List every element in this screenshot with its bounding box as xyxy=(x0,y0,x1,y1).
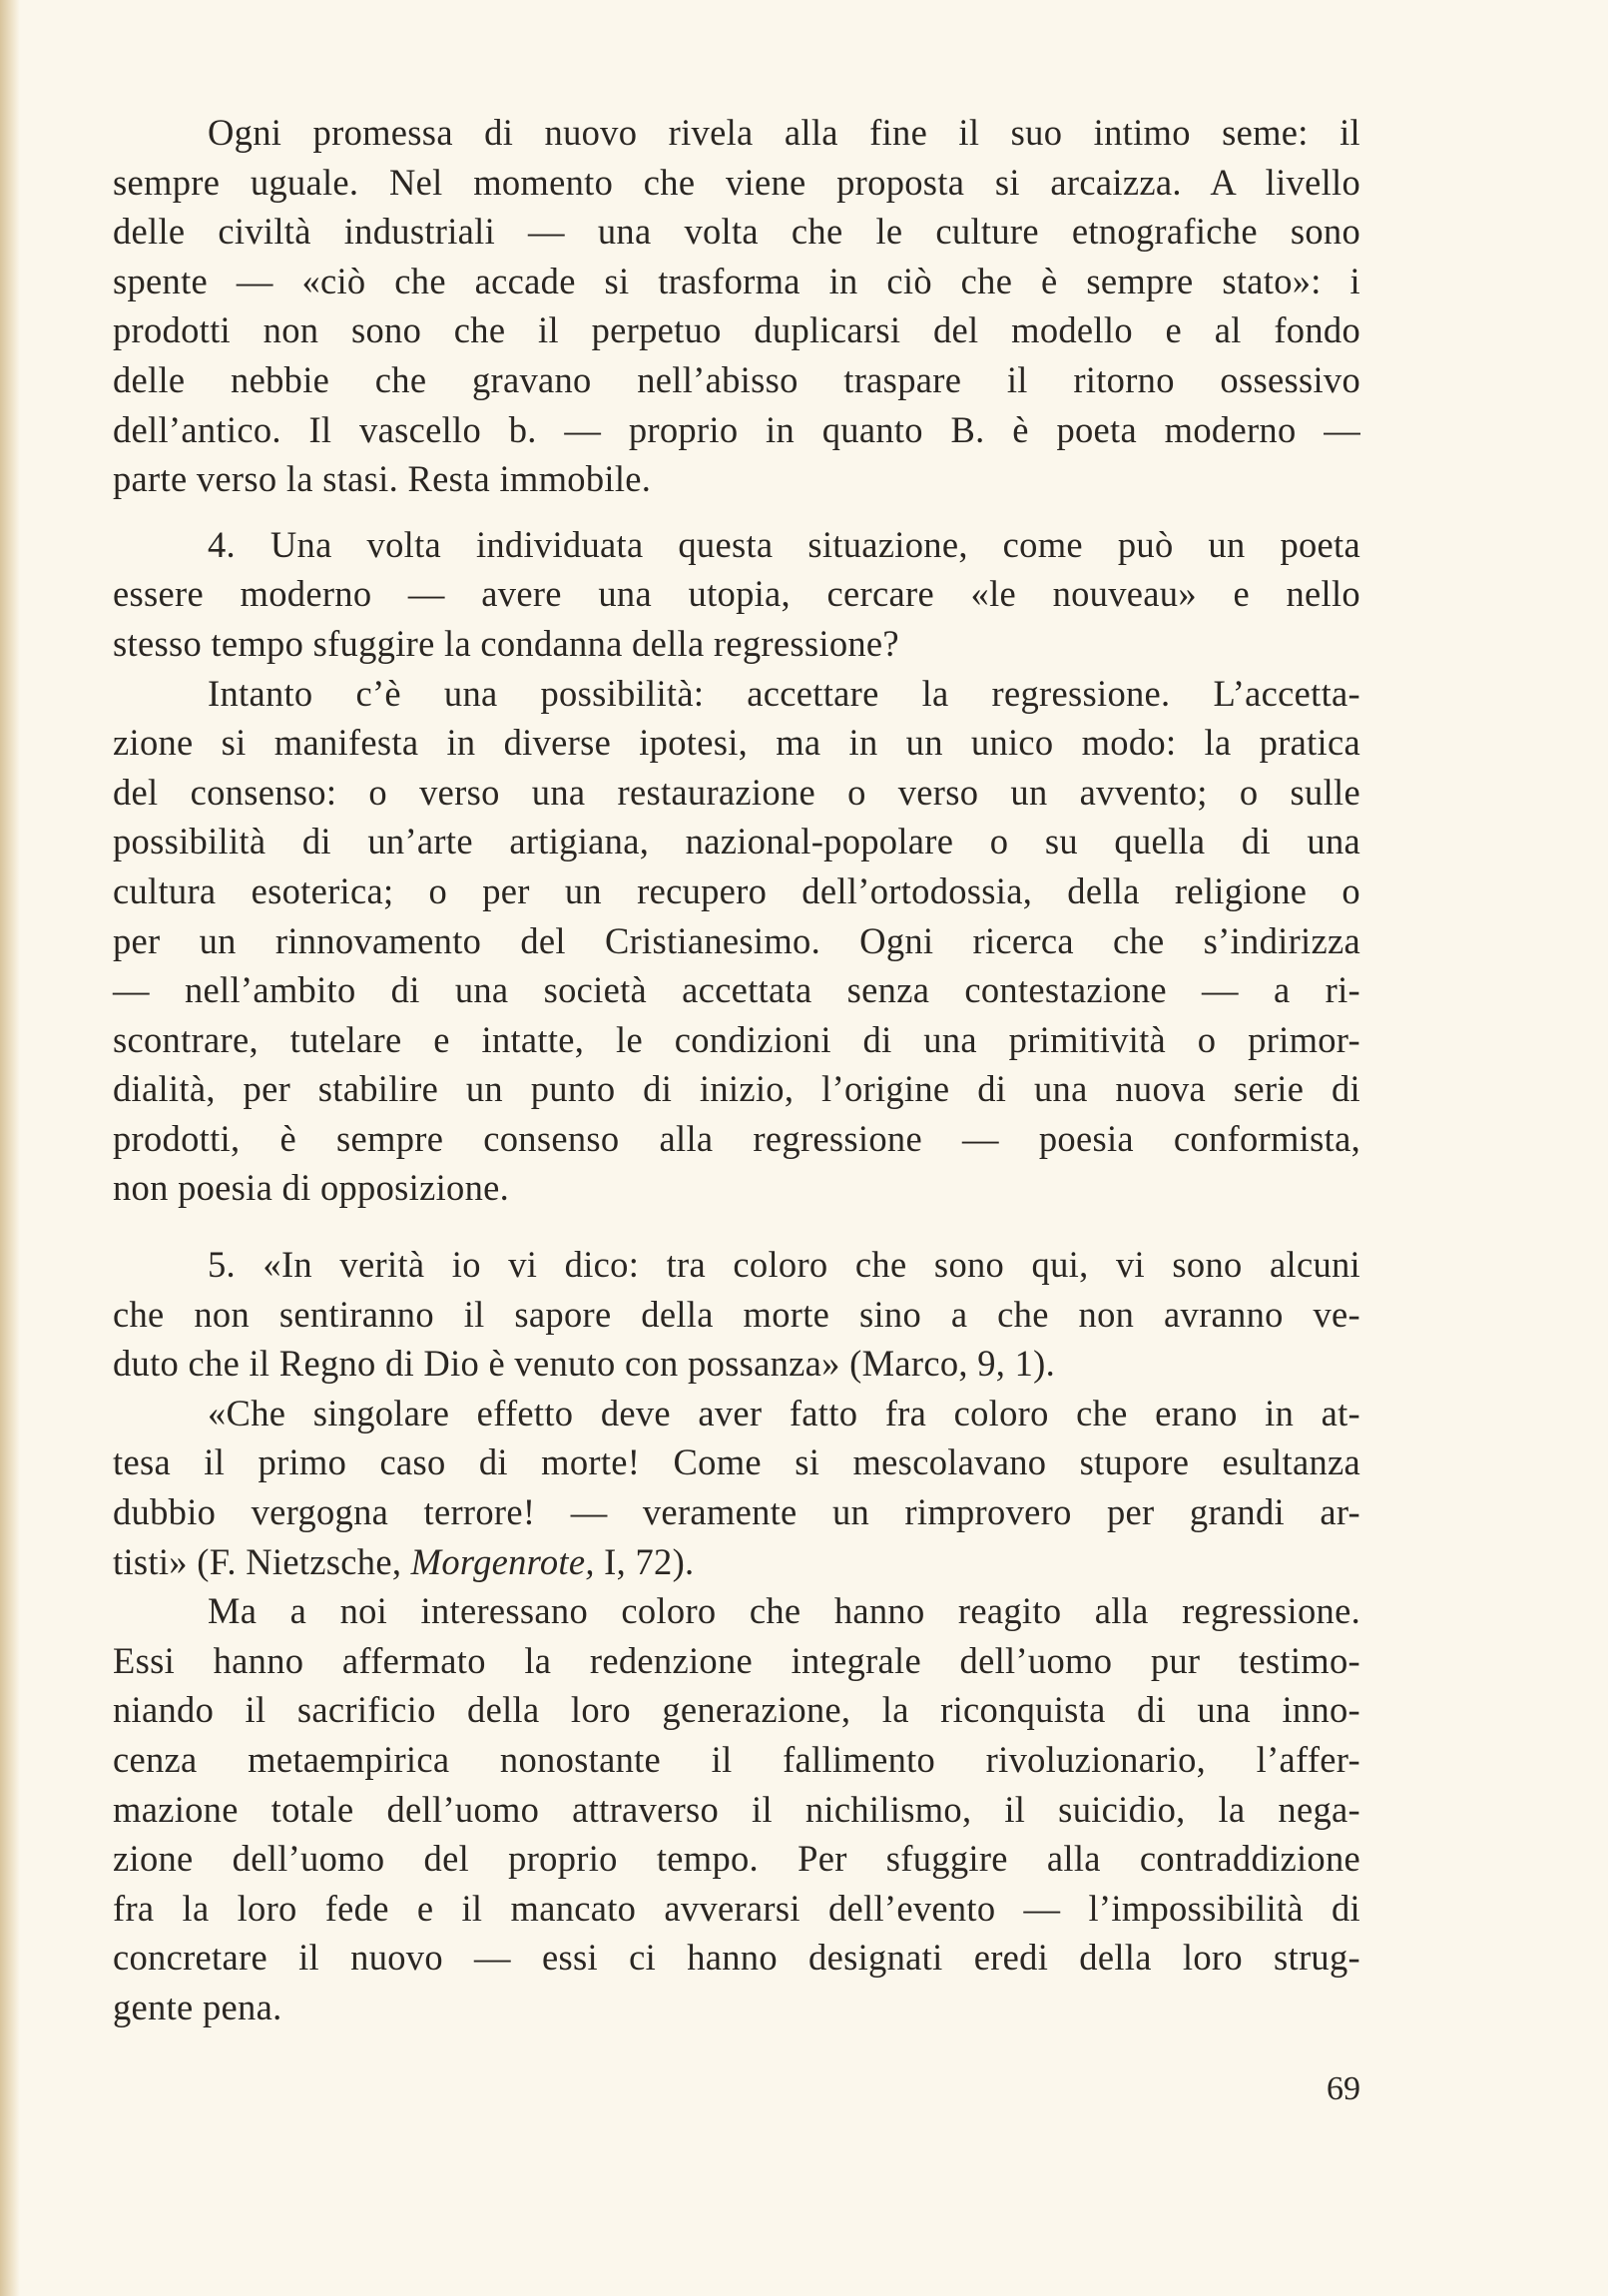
citation-prefix: tisti» (F. Nietzsche, xyxy=(113,1540,411,1582)
text-line: essere moderno — avere una utopia, cercare «le nouveau» e nello xyxy=(113,573,1360,615)
text-line: 4. Una volta individuata questa situazione, come può un poeta xyxy=(208,523,1360,565)
text-line: niando il sacrificio della loro generazione, la riconquista di una inno- xyxy=(113,1689,1360,1731)
text-line: duto che il Regno di Dio è venuto con possanza» (Marco, 9, 1). xyxy=(113,1343,1056,1385)
citation-reference: I, 72). xyxy=(594,1540,695,1582)
paragraph-gap xyxy=(113,504,1360,520)
text-line: cenza metaempirica nonostante il fallimento rivoluzionario, l’affer- xyxy=(113,1739,1360,1780)
text-line: parte verso la stasi. Resta immobile. xyxy=(113,458,652,500)
section-5-paragraph xyxy=(113,1240,1360,1389)
text-line: stesso tempo sfuggire la condanna della regressione? xyxy=(113,622,899,664)
paragraph-gap xyxy=(113,1213,1360,1240)
citation-line xyxy=(113,1537,1360,1587)
text-line: 5. «In verità io vi dico: tra coloro che sono qui, vi sono alcuni xyxy=(208,1244,1360,1286)
text-line: dubbio vergogna terrore! — veramente un rimprovero per grandi ar- xyxy=(113,1491,1360,1533)
text-line: Ogni promessa di nuovo rivela alla fine il suo intimo seme: il xyxy=(208,112,1360,153)
text-line: delle civiltà industriali — una volta che le culture etnografiche sono xyxy=(113,211,1360,253)
text-line: che non sentiranno il sapore della morte sino a che non avranno ve- xyxy=(113,1293,1360,1335)
text-line: sempre uguale. Nel momento che viene proposta si arcaizza. A livello xyxy=(113,161,1360,203)
text-line: concretare il nuovo — essi ci hanno designati eredi della loro strug- xyxy=(113,1937,1360,1979)
text-line: non poesia di opposizione. xyxy=(113,1167,510,1209)
text-line: Essi hanno affermato la redenzione integrale dell’uomo pur testimo- xyxy=(113,1639,1360,1681)
paragraph-intro xyxy=(113,108,1360,504)
text-line: per un rinnovamento del Cristianesimo. Ogni ricerca che s’indirizza xyxy=(113,919,1360,961)
text-line: mazione totale dell’uomo attraverso il nichilismo, il suicidio, la nega- xyxy=(113,1788,1360,1830)
text-line: prodotti, è sempre consenso alla regressione — poesia conformista, xyxy=(113,1117,1360,1159)
text-line: delle nebbie che gravano nell’abisso traspare il ritorno ossessivo xyxy=(113,358,1360,400)
text-line: — nell’ambito di una società accettata senza contestazione — a ri- xyxy=(113,969,1360,1011)
page-number: 69 xyxy=(1327,2070,1360,2107)
text-line: cultura esoterica; o per un recupero dell’ortodossia, della religione o xyxy=(113,869,1360,911)
text-line: tesa il primo caso di morte! Come si mescolavano stupore esultanza xyxy=(113,1441,1360,1483)
text-line: Ma a noi interessano coloro che hanno reagito alla regressione. xyxy=(208,1590,1360,1632)
text-line: dialità, per stabilire un punto di inizio, l’origine di una nuova serie di xyxy=(113,1068,1360,1110)
text-line: fra la loro fede e il mancato avverarsi dell’evento — l’impossibilità di xyxy=(113,1887,1360,1929)
text-line: possibilità di un’arte artigiana, nazional-popolare o su quella di una xyxy=(113,821,1360,862)
text-line: gente pena. xyxy=(113,1986,282,2027)
citation-title: Morgenrote, xyxy=(410,1540,595,1582)
nietzsche-quote-paragraph xyxy=(113,1389,1360,1586)
page-binding-edge xyxy=(0,0,20,2296)
text-line: zione si manifesta in diverse ipotesi, ma in un unico modo: la pratica xyxy=(113,722,1360,764)
page-body xyxy=(113,108,1360,2032)
text-line: «Che singolare effetto deve aver fatto fra coloro che erano in at- xyxy=(208,1392,1360,1434)
text-line: Intanto c’è una possibilità: accettare la regressione. L’accetta- xyxy=(208,672,1360,714)
section-4-paragraph xyxy=(113,520,1360,669)
text-line: del consenso: o verso una restaurazione o verso un avvento; o sulle xyxy=(113,771,1360,813)
regression-paragraph xyxy=(113,669,1360,1214)
text-line: dell’antico. Il vascello b. — proprio in quanto B. è poeta moderno — xyxy=(113,408,1360,450)
text-line: prodotti non sono che il perpetuo duplicarsi del modello e al fondo xyxy=(113,309,1360,351)
text-line: spente — «ciò che accade si trasforma in ciò che è sempre stato»: i xyxy=(113,260,1360,301)
text-line: scontrare, tutelare e intatte, le condizioni di una primitività o primor- xyxy=(113,1018,1360,1060)
text-line: zione dell’uomo del proprio tempo. Per sfuggire alla contraddizione xyxy=(113,1838,1360,1880)
closing-paragraph xyxy=(113,1586,1360,2031)
